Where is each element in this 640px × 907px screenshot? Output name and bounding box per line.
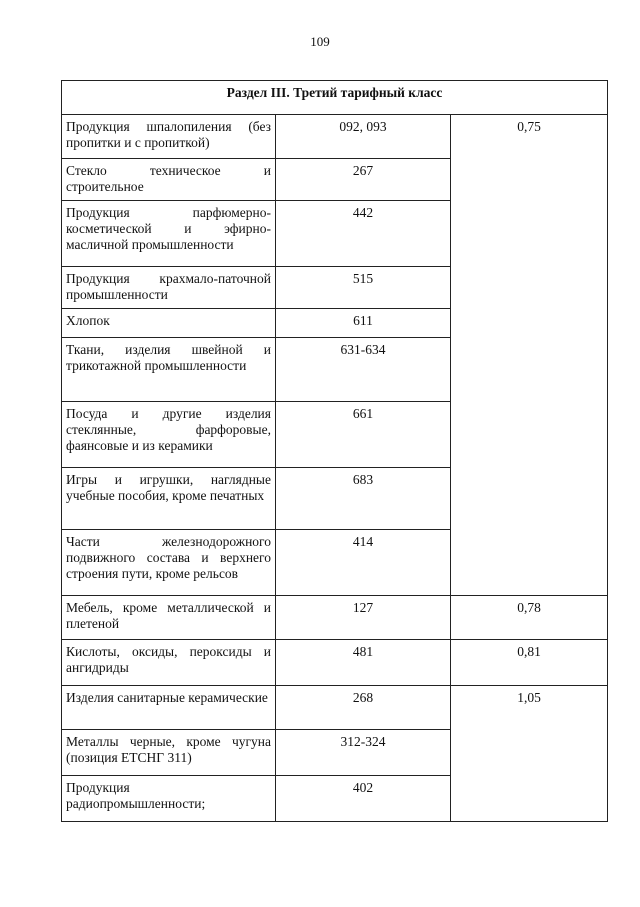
cargo-code-cell: 127 <box>276 596 451 640</box>
cargo-name-cell: Продукция шпалопиления (без пропитки и с пропиткой) <box>62 115 276 159</box>
cargo-code-cell: 268 <box>276 686 451 730</box>
cargo-code-cell: 683 <box>276 468 451 530</box>
table-row <box>62 115 608 159</box>
cargo-name-cell: Продукция радиопромышленности; <box>62 776 276 822</box>
table-row <box>62 640 608 686</box>
coefficient-cell: 1,05 <box>451 686 608 822</box>
cargo-code-cell: 092, 093 <box>276 115 451 159</box>
cargo-name-cell: Части железнодорожного подвижного состава и верхнего строения пути, кроме рельсов <box>62 530 276 596</box>
cargo-code-cell: 611 <box>276 309 451 338</box>
cargo-name-cell: Стекло техническое и строительное <box>62 159 276 201</box>
cargo-name-cell: Кислоты, оксиды, пероксиды и ангидриды <box>62 640 276 686</box>
cargo-name-cell: Продукция крахмало-паточной промышленности <box>62 267 276 309</box>
cargo-name-cell: Продукция парфюмерно-косметической и эфирно-масличной промышленности <box>62 201 276 267</box>
cargo-name-cell: Мебель, кроме металлической и плетеной <box>62 596 276 640</box>
cargo-code-cell: 402 <box>276 776 451 822</box>
cargo-code-cell: 442 <box>276 201 451 267</box>
cargo-name-cell: Хлопок <box>62 309 276 338</box>
cargo-code-cell: 267 <box>276 159 451 201</box>
cargo-code-cell: 661 <box>276 402 451 468</box>
page-number: 109 <box>310 34 330 49</box>
section-title: Раздел III. Третий тарифный класс <box>62 81 608 115</box>
section-header-row <box>62 81 608 115</box>
table-row <box>62 596 608 640</box>
cargo-name-cell: Изделия санитарные керамические <box>62 686 276 730</box>
cargo-name-cell: Игры и игрушки, наглядные учебные пособия, кроме печатных <box>62 468 276 530</box>
coefficient-cell: 0,75 <box>451 115 608 596</box>
cargo-code-cell: 631-634 <box>276 338 451 402</box>
cargo-name-cell: Металлы черные, кроме чугуна (позиция ЕТСНГ 311) <box>62 730 276 776</box>
coefficient-cell: 0,81 <box>451 640 608 686</box>
cargo-code-cell: 515 <box>276 267 451 309</box>
table-row <box>62 686 608 730</box>
tariff-table <box>61 80 608 822</box>
cargo-code-cell: 414 <box>276 530 451 596</box>
coefficient-cell: 0,78 <box>451 596 608 640</box>
cargo-name-cell: Посуда и другие изделия стеклянные, фарфоровые, фаянсовые и из керамики <box>62 402 276 468</box>
cargo-code-cell: 312-324 <box>276 730 451 776</box>
cargo-code-cell: 481 <box>276 640 451 686</box>
cargo-name-cell: Ткани, изделия швейной и трикотажной промышленности <box>62 338 276 402</box>
